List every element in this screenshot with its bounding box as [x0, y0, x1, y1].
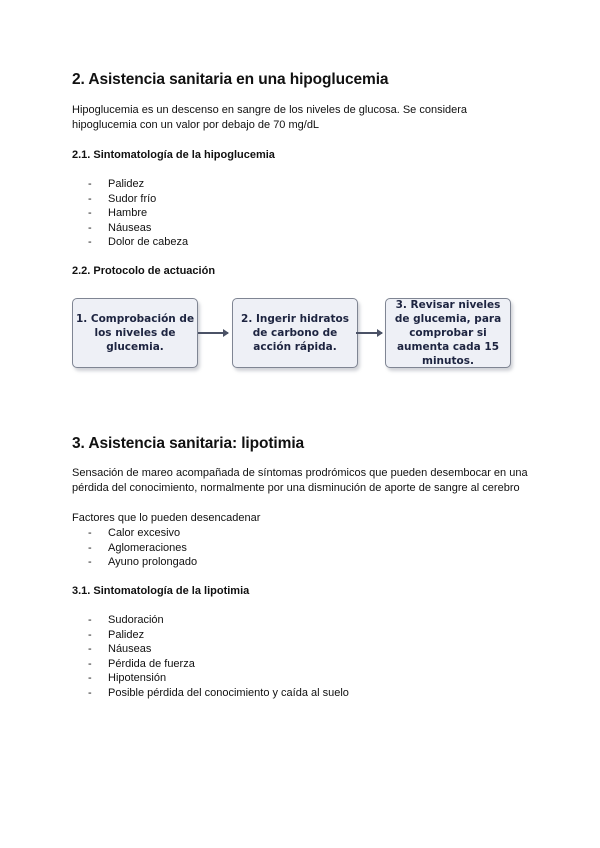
flow-arrow-1 [198, 332, 228, 334]
protocol-heading: 2.2. Protocolo de actuación [72, 265, 216, 277]
list-item: - Calor excesivo [88, 526, 197, 541]
lipotimia-definition: Sensación de mareo acompañada de síntomas prodrómicos que pueden desembocar en una pérdida del conocimiento, normalmente por una disminución de aporte de sangre al cerebro [72, 467, 528, 494]
list-item: - Palidez [88, 628, 349, 643]
protocol-step-2: 2. Ingerir hidratos de carbono de acción rápida. [232, 298, 358, 368]
factors-list [88, 526, 197, 570]
list-item: - Posible pérdida del conocimiento y caída al suelo [88, 686, 349, 701]
protocol-step-3: 3. Revisar niveles de glucemia, para comprobar si aumenta cada 15 minutos. [385, 298, 511, 368]
list-item: - Hipotensión [88, 671, 349, 686]
section-2-heading: 2. Asistencia sanitaria en una hipoglucemia [72, 71, 389, 88]
list-item: - Ayuno prolongado [88, 555, 197, 570]
list-item: - Sudoración [88, 613, 349, 628]
lipotimia-symptoms-heading: 3.1. Sintomatología de la lipotimia [72, 585, 250, 597]
hypoglycemia-symptoms-heading: 2.1. Sintomatología de la hipoglucemia [72, 149, 275, 161]
list-item: - Pérdida de fuerza [88, 657, 349, 672]
hypoglycemia-definition: Hipoglucemia es un descenso en sangre de los niveles de glucosa. Se considera hipoglucemia con un valor por debajo de 70 mg/dL [72, 104, 468, 131]
list-item: - Palidez [88, 177, 188, 192]
lipotimia-symptoms-list [88, 613, 349, 701]
protocol-step-1: 1. Comprobación de los niveles de glucemia. [72, 298, 198, 368]
list-item: - Sudor frío [88, 192, 188, 207]
list-item: - Aglomeraciones [88, 541, 197, 556]
factors-label: Factores que lo pueden desencadenar [72, 512, 261, 524]
hypoglycemia-symptoms-list [88, 177, 188, 250]
list-item: - Náuseas [88, 221, 188, 236]
list-item: - Hambre [88, 206, 188, 221]
list-item: - Dolor de cabeza [88, 235, 188, 250]
protocol-flow-diagram [72, 296, 512, 374]
list-item: - Náuseas [88, 642, 349, 657]
section-3-heading: 3. Asistencia sanitaria: lipotimia [72, 435, 305, 452]
flow-arrow-2 [356, 332, 382, 334]
